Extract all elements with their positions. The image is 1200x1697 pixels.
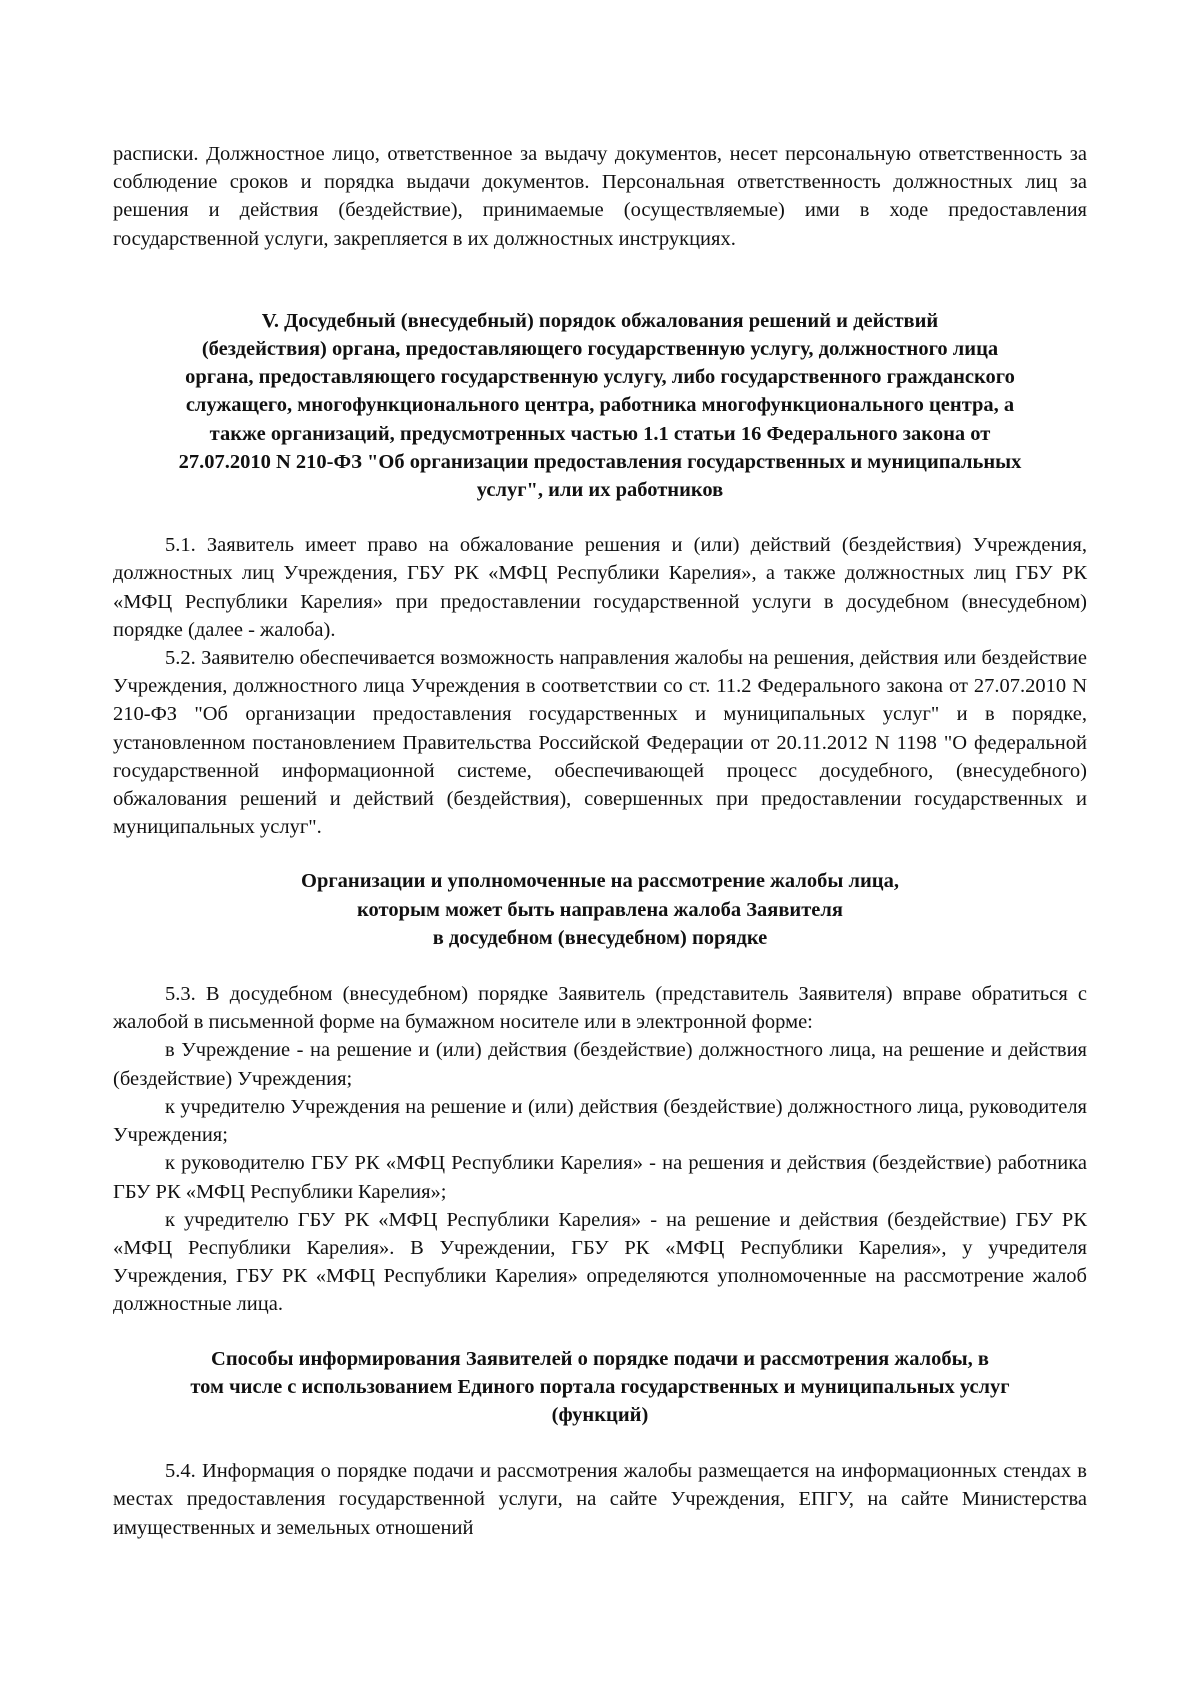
heading-line: также организаций, предусмотренных частью 1.1 статьи 16 Федерального закона от (209, 422, 991, 445)
heading-line: органа, предоставляющего государственную услугу, либо государственного гражданского (185, 366, 1015, 389)
paragraph-5-3-item-mfc-founder: к учредителю ГБУ РК «МФЦ Республики Карелия» - на решение и действия (бездействие) ГБУ РК «МФЦ Республики Карелия». В Учреждении, ГБУ РК «МФЦ Республики Карелия», у учредителя Учреждения, ГБУ РК «МФЦ Республики Карелия» определяются уполномоченные на рассмотрение жалоб должностные лица. (113, 1208, 1087, 1316)
heading-line: том числе с использованием Единого портала государственных и муниципальных услуг (190, 1375, 1010, 1398)
paragraph-5-3-item-mfc-head: к руководителю ГБУ РК «МФЦ Республики Карелия» - на решения и действия (бездействие) работника ГБУ РК «МФЦ Республики Карелия»; (113, 1152, 1087, 1203)
heading-line: (бездействия) органа, предоставляющего государственную услугу, должностного лица (201, 338, 999, 361)
document-page (113, 140, 1087, 1542)
heading-line: служащего, многофункционального центра, работника многофункционального центра, а (185, 394, 1015, 417)
paragraph-5-3-item-institution: в Учреждение - на решение и (или) действия (бездействие) должностного лица, на решение и действия (бездействие) Учреждения; (113, 1039, 1087, 1090)
paragraph-5-3: 5.3. В досудебном (внесудебном) порядке Заявитель (представитель Заявителя) вправе обратиться с жалобой в письменной форме на бумажном носителе или в электронной форме: (113, 983, 1087, 1034)
heading-line: V. Досудебный (внесудебный) порядок обжалования решений и действий (261, 309, 939, 332)
heading-line: Организации и уполномоченные на рассмотрение жалобы лица, (301, 870, 899, 893)
paragraph-5-1: 5.1. Заявитель имеет право на обжалование решения и (или) действий (бездействия) Учреждения, должностных лиц Учреждения, ГБУ РК «МФЦ Республики Карелия», а также должностных лиц ГБУ РК «МФЦ Республики Карелия» при предоставлении государственной услуги в досудебном (внесудебном) порядке (далее - жалоба). (113, 534, 1087, 641)
section-informing-heading (113, 1345, 1087, 1430)
heading-line: 27.07.2010 N 210-ФЗ "Об организации предоставления государственных и муниципальных (178, 450, 1022, 473)
heading-line: которым может быть направлена жалоба Заявителя (357, 898, 843, 921)
heading-line: в досудебном (внесудебном) порядке (432, 926, 768, 949)
intro-paragraph: расписки. Должностное лицо, ответственное за выдачу документов, несет персональную ответственность за соблюдение сроков и порядка выдачи документов. Персональная ответственность должностных лиц за решения и действия (бездействие), принимаемые (осуществляемые) ими в ходе предоставления государственной услуги, закрепляется в их должностных инструкциях. (113, 143, 1087, 250)
paragraph-5-3-item-founder: к учредителю Учреждения на решение и (или) действия (бездействие) должностного лица, руководителя Учреждения; (113, 1095, 1087, 1147)
paragraph-5-4: 5.4. Информация о порядке подачи и рассмотрения жалобы размещается на информационных стендах в местах предоставления государственной услуги, на сайте Учреждения, ЕПГУ, на сайте Министерства имущественных и земельных отношений (113, 1460, 1087, 1539)
heading-line: услуг", или их работников (476, 479, 724, 502)
section-organizations-heading (113, 867, 1087, 952)
paragraph-5-2: 5.2. Заявителю обеспечивается возможность направления жалобы на решения, действия или бездействие Учреждения, должностного лица Учреждения в соответствии со ст. 11.2 Федерального закона от 27.07.2010 N 210-ФЗ "Об организации предоставления государственных и муниципальных услуг" и в порядке, установленном постановлением Правительства Российской Федерации от 20.11.2012 N 1198 "О федеральной государственной информационной системе, обеспечивающей процесс досудебного, (внесудебного) обжалования решений и действий (бездействия), совершенных при предоставлении государственных и муниципальных услуг". (113, 647, 1087, 839)
heading-line: (функций) (551, 1403, 649, 1426)
heading-line: Способы информирования Заявителей о порядке подачи и рассмотрения жалобы, в (211, 1347, 989, 1370)
section-v-heading (113, 307, 1087, 504)
